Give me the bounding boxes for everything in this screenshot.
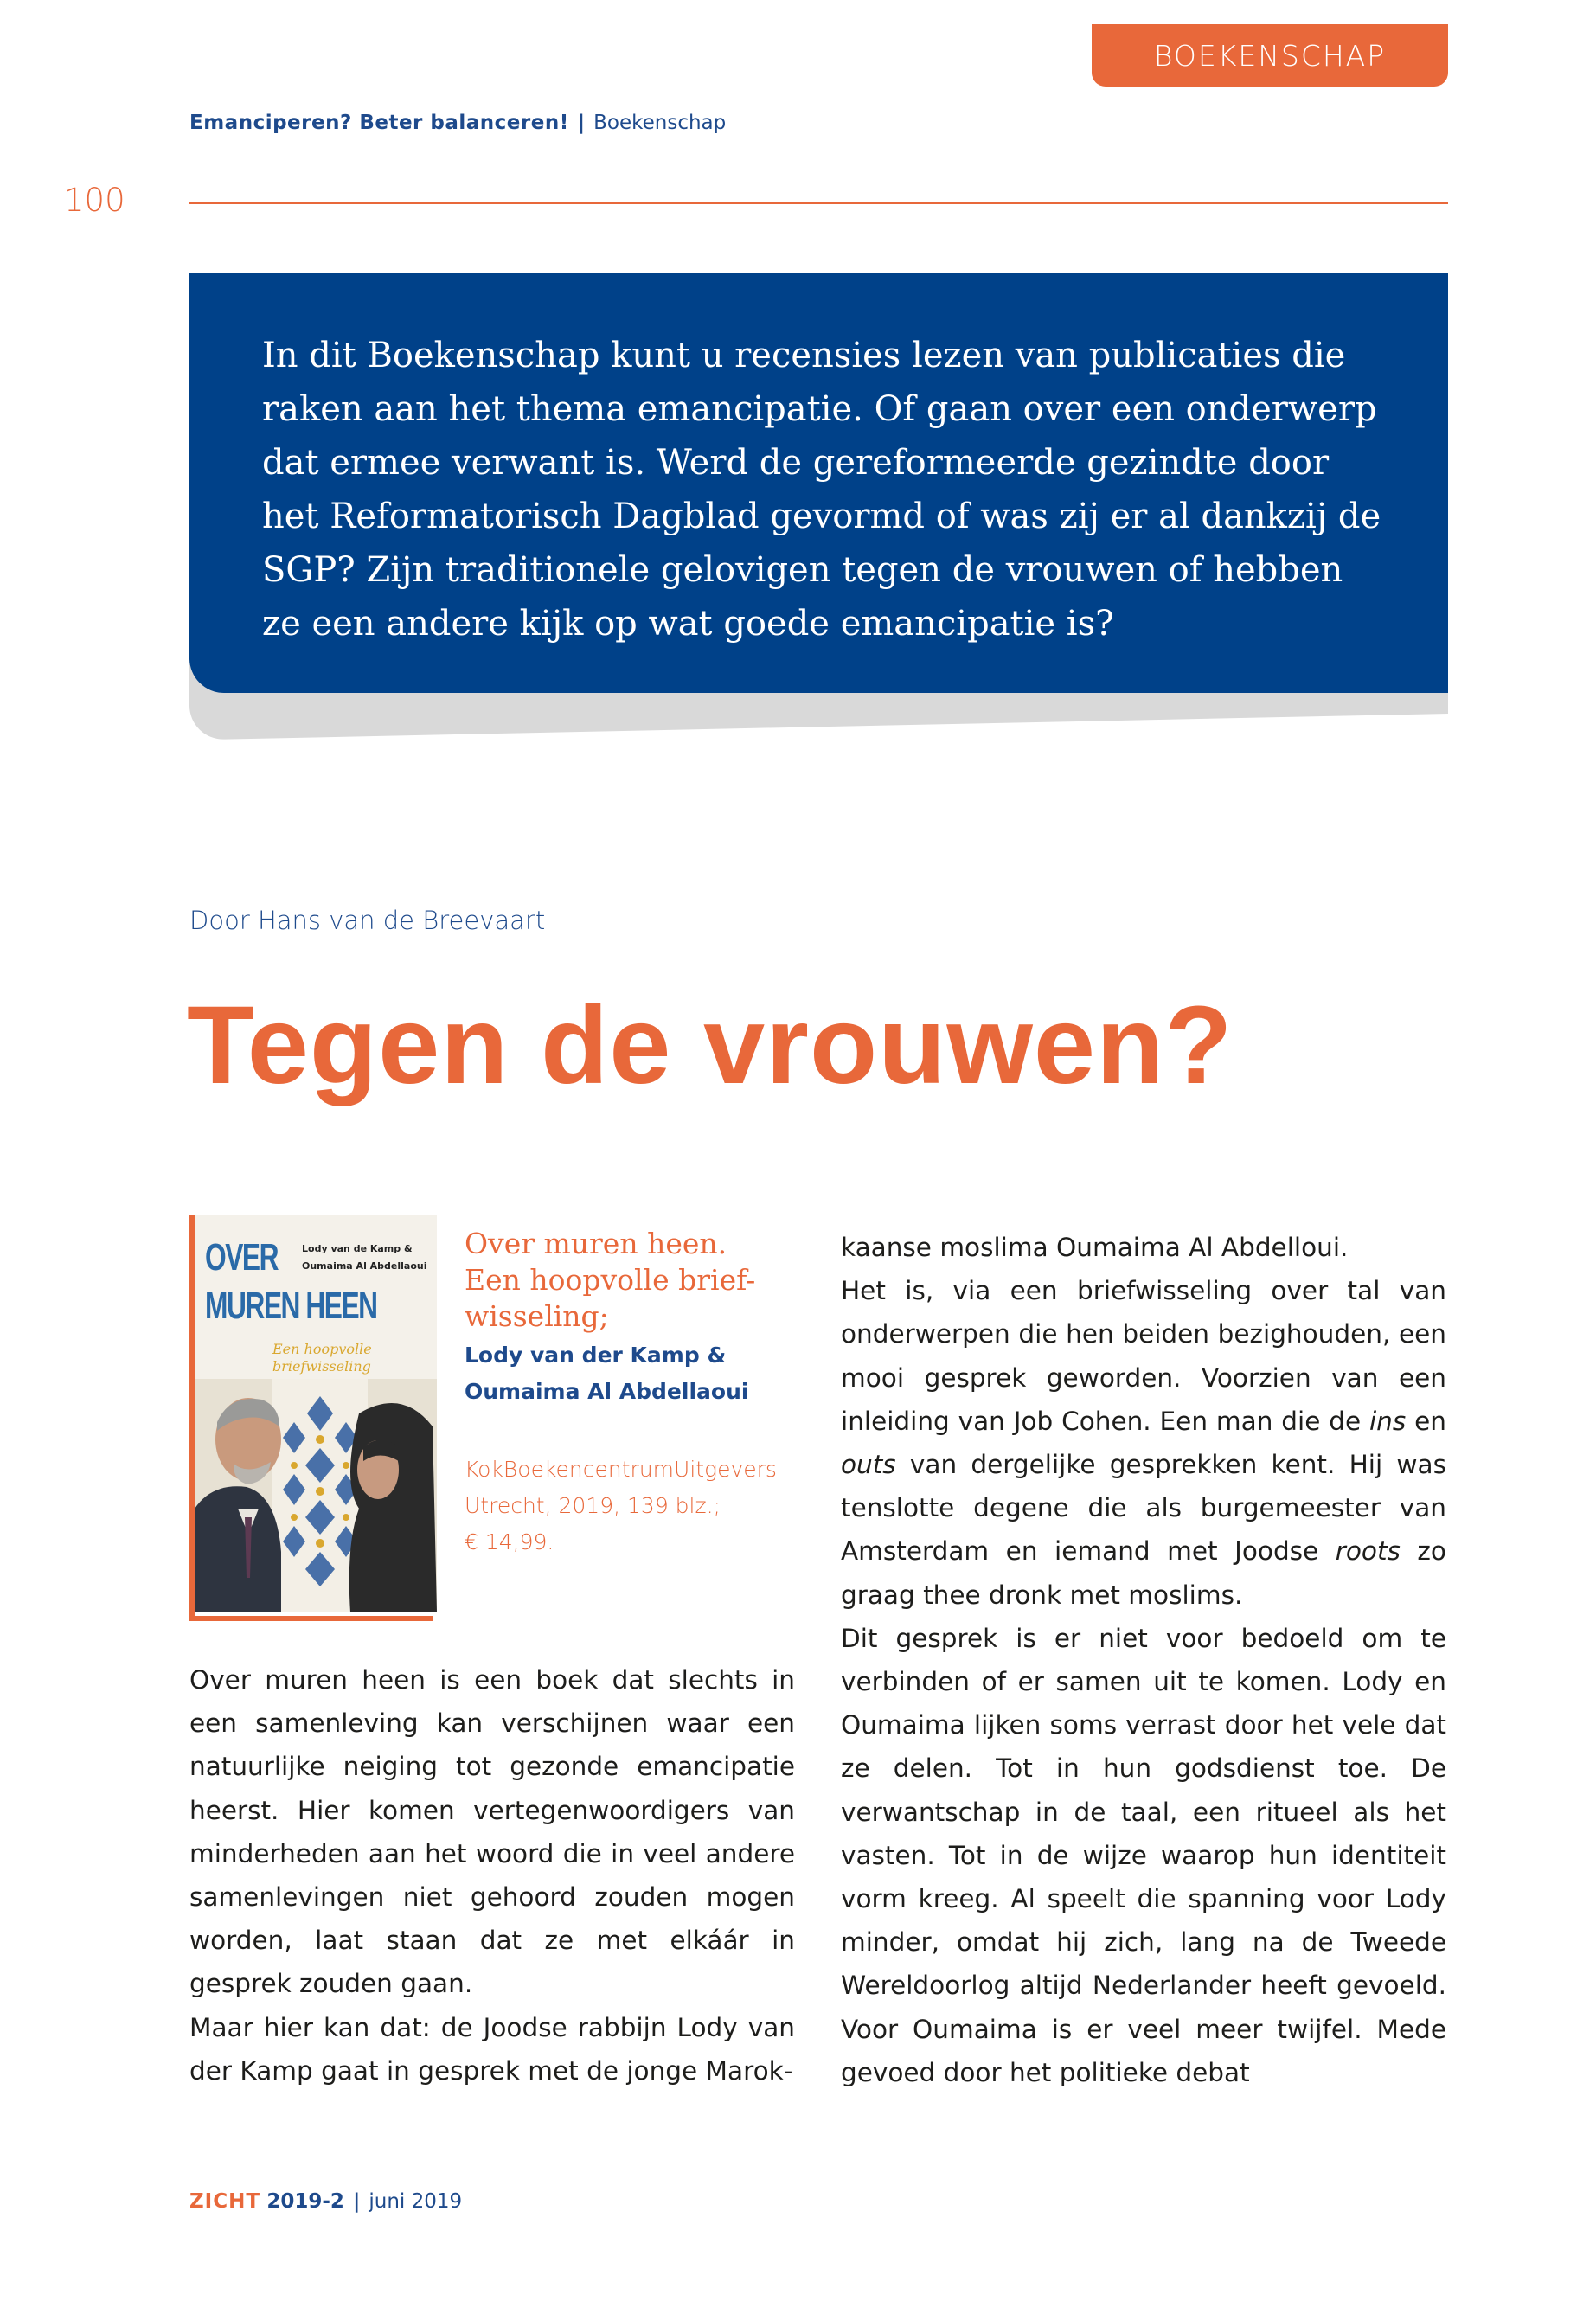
body-paragraph: Over muren heen is een boek dat slechts in een samenleving kan verschijnen waar een natuurlijke neiging tot gezonde emancipatie heerst. Hier komen vertegenwoordigers van minderheden aan het woord die in veel andere samenlevingen niet gehoord zouden mogen worden, laat staan dat ze met elkáár in gesprek zouden gaan. (189, 1665, 795, 1999)
book-title (465, 1226, 755, 1335)
footer-issue: 2019-2 (266, 2190, 344, 2213)
cover-subtitle-line-2: briefwisseling (272, 1358, 371, 1375)
book-title-line-3: wisseling; (465, 1299, 609, 1333)
body-text: zo graag thee dronk met moslims. (841, 1536, 1446, 1610)
running-head-title: Emanciperen? Beter balanceren! (189, 112, 569, 134)
book-place-year-pages: Utrecht, 2019, 139 blz.; (465, 1493, 721, 1518)
headline: Tegen de vrouwen? (187, 984, 1234, 1107)
book-authors (465, 1337, 748, 1410)
emphasis-outs: outs (841, 1450, 896, 1480)
body-column-left (189, 1658, 795, 2093)
book-title-line-1: Over muren heen. (465, 1227, 727, 1260)
body-text: van dergelijke gesprekken kent. Hij was tenslotte degene die als burgemeester van Amsterdam en iemand met Joodse (841, 1450, 1446, 1567)
book-title-line-2: Een hoopvolle brief- (465, 1263, 756, 1297)
cover-subtitle-line-1: Een hoopvolle (272, 1341, 372, 1357)
cover-subtitle (272, 1341, 372, 1375)
body-text: en (1414, 1406, 1446, 1436)
footer-magazine: ZICHT (189, 2190, 261, 2213)
body-column-right (841, 1226, 1446, 2094)
body-paragraph: Maar hier kan dat: de Joodse rabbijn Lody van der Kamp gaat in gesprek met de jonge Marok- (189, 2012, 795, 2086)
byline: Door Hans van de Breevaart (189, 906, 546, 935)
cover-author-line-2: Oumaima Al Abdellaoui (302, 1260, 427, 1272)
cover-accent-bottom (189, 1616, 433, 1621)
book-cover (189, 1215, 440, 1621)
book-price: € 14,99. (465, 1529, 554, 1554)
emphasis-ins: ins (1368, 1406, 1407, 1436)
running-head-separator: | (577, 112, 586, 134)
book-author-line-1: Lody van der Kamp & (465, 1343, 727, 1368)
cover-authors (302, 1240, 427, 1275)
page-footer (189, 2190, 462, 2213)
cover-author-line-1: Lody van de Kamp & (302, 1243, 413, 1254)
body-paragraph (841, 1269, 1446, 1617)
intro-text: In dit Boekenschap kunt u recensies lezen van publicaties die raken aan het thema emancipatie. Of gaan over een onderwerp dat ermee verwant is. Werd de gereformeerde gezindte door het Reformatorisch Dagblad gevormd of was zij er al dankzij de SGP? Zijn traditionele gelovigen tegen de vrouwen of hebben ze een andere kijk op wat goede emancipatie is? (262, 336, 1381, 644)
book-author-line-2: Oumaima Al Abdellaoui (465, 1379, 749, 1404)
book-publisher: KokBoekencentrumUitgevers (465, 1457, 777, 1482)
emphasis-roots: roots (1335, 1536, 1401, 1567)
intro-box (189, 273, 1448, 693)
section-tab: BOEKENSCHAP (1092, 24, 1448, 87)
footer-separator: | (352, 2190, 361, 2213)
body-text: Het is, via een briefwisseling over tal van onderwerpen die hen beiden bezighouden, een mooi gesprek geworden. Voorzien van een inleiding van Job Cohen. Een man die de (841, 1276, 1446, 1436)
body-paragraph: Dit gesprek is er niet voor bedoeld om te verbinden of er samen uit te komen. Lody en Oumaima lijken soms verrast door het vele dat ze delen. Tot in hun godsdienst toe. De verwantschap in de taal, een ritueel als het vasten. Tot in de wijze waarop hun identiteit vorm kreeg. Al speelt die spanning voor Lody minder, omdat hij zich, lang na de Tweede Wereldoorlog altijd Nederlander heeft gevoeld. Voor Oumaima is er veel meer twijfel. Mede gevoed door het politieke debat (841, 1623, 1446, 2087)
cover-title-line-1: OVER (205, 1236, 279, 1279)
book-publication-info (465, 1452, 777, 1561)
page-number: 100 (64, 182, 125, 219)
cover-photo (195, 1379, 437, 1612)
running-head-section: Boekenschap (593, 112, 727, 134)
cover-title-line-2: MUREN HEEN (205, 1285, 377, 1327)
running-head (189, 112, 726, 134)
cover-image (195, 1215, 437, 1612)
body-paragraph: kaanse moslima Oumaima Al Abdelloui. (841, 1233, 1349, 1262)
header-rule (189, 202, 1448, 204)
footer-date: juni 2019 (369, 2190, 463, 2213)
